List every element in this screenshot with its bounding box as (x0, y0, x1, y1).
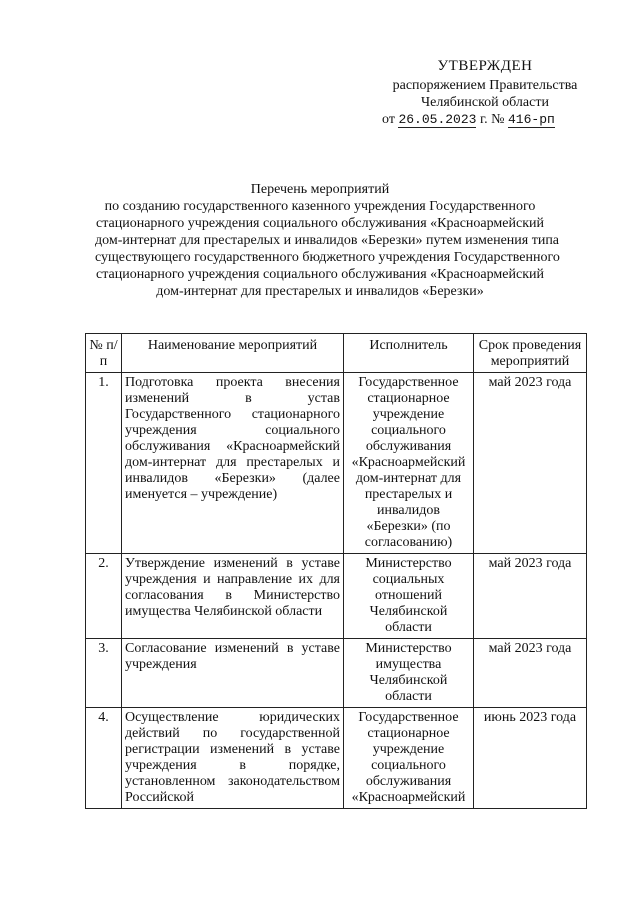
table-row (86, 708, 587, 809)
row-executor: Министерство социальных отношений Челябинской области (344, 554, 474, 639)
row-executor: Министерство имущества Челябинской области (344, 639, 474, 708)
row-num: 3. (86, 639, 122, 708)
header-num: № п/п (86, 334, 122, 373)
row-term: июнь 2023 года (474, 708, 587, 809)
approval-line-1: распоряжением Правительства (392, 78, 578, 93)
approval-line-2: Челябинской области (421, 95, 549, 110)
title-line: существующего государственного бюджетного учреждения Государственного (95, 250, 560, 265)
approval-heading: УТВЕРЖДЕН (437, 58, 533, 74)
title-line: дом-интернат для престарелых и инвалидов «Березки» (156, 284, 484, 299)
row-name: Осуществление юридических действий по государственной регистрации изменений в уставе учреждения в порядке, установленном законодательством Российской (122, 708, 344, 809)
approval-date-line (380, 111, 590, 128)
header-name: Наименование мероприятий (122, 334, 344, 373)
header-executor: Исполнитель (344, 334, 474, 373)
title-line: стационарного учреждения социального обслуживания «Красноармейский (96, 267, 544, 282)
row-num: 4. (86, 708, 122, 809)
table-row (86, 373, 587, 554)
table-row (86, 639, 587, 708)
title-line: стационарного учреждения социального обслуживания «Красноармейский (96, 216, 544, 231)
table-header-row (86, 334, 587, 373)
document-title (95, 181, 560, 300)
row-term: май 2023 года (474, 373, 587, 554)
approval-number: 416-рп (507, 112, 555, 127)
row-executor: Государственное стационарное учреждение социального обслуживания «Красноармейский дом-интернат для престарелых и инвалидов «Березки» (по согласованию) (344, 373, 474, 554)
row-term: май 2023 года (474, 639, 587, 708)
approval-date: 26.05.2023 (398, 112, 477, 127)
row-name: Подготовка проекта внесения изменений в устав Государственного стационарного учреждения социального обслуживания «Красноармейский дом-интернат для престарелых и инвалидов «Березки» (далее именуется – учреждение) (122, 373, 344, 554)
row-name: Согласование изменений в уставе учреждения (122, 639, 344, 708)
title-line: дом-интернат для престарелых и инвалидов «Березки» путем изменения типа (95, 233, 560, 248)
row-term: май 2023 года (474, 554, 587, 639)
approval-stamp (380, 58, 590, 128)
row-num: 2. (86, 554, 122, 639)
header-term: Срок проведения мероприятий (474, 334, 587, 373)
activities-table (85, 333, 587, 809)
row-num: 1. (86, 373, 122, 554)
year-suffix: г. № (479, 112, 505, 127)
title-line: Перечень мероприятий (250, 182, 390, 197)
row-executor: Государственное стационарное учреждение социального обслуживания «Красноармейский (344, 708, 474, 809)
title-line: по созданию государственного казенного учреждения Государственного (104, 199, 536, 214)
table-row (86, 554, 587, 639)
row-name: Утверждение изменений в уставе учреждения и направление их для согласования в Министерство имущества Челябинской области (122, 554, 344, 639)
from-label: от (382, 112, 395, 127)
